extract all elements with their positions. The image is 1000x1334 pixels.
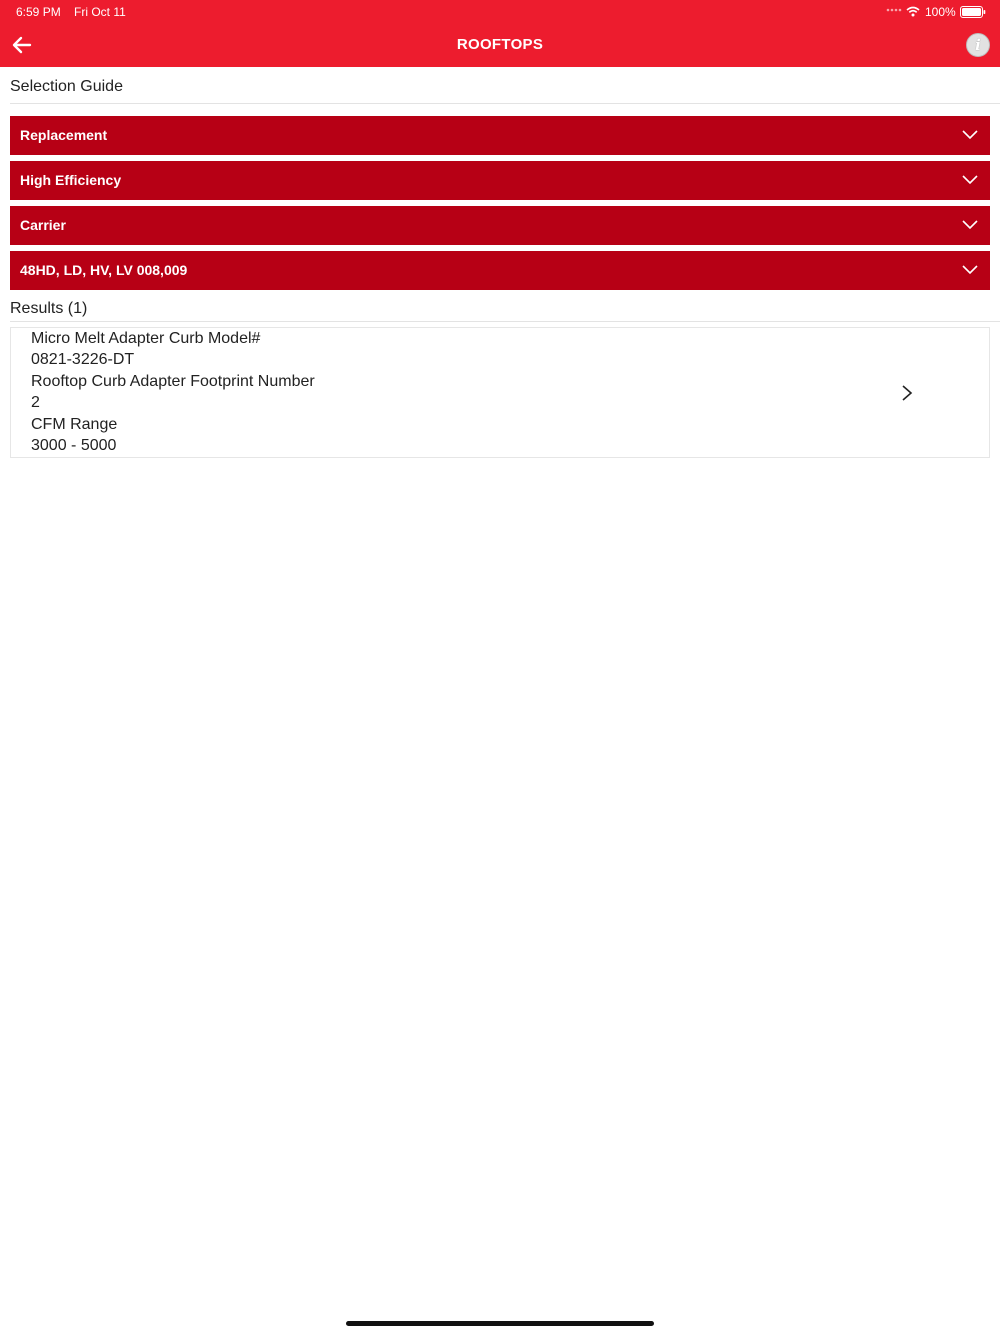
results-label: Results (1) [10,300,88,317]
accordion-model[interactable] [10,251,990,290]
accordion-label: 48HD, LD, HV, LV 008,009 [20,262,188,278]
battery-percentage: 100% [925,5,956,19]
model-value: 0821-3226-DT [31,351,135,368]
chevron-down-icon [962,173,978,187]
app-header [0,0,1000,67]
page-title: ROOFTOPS [456,36,544,53]
cfm-value: 3000 - 5000 [31,437,117,454]
info-button[interactable] [966,33,990,57]
selection-guide-label: Selection Guide [10,78,123,95]
info-icon: i [975,36,981,54]
footprint-label: Rooftop Curb Adapter Footprint Number [31,373,315,390]
status-date: Fri Oct 11 [74,5,126,19]
home-indicator[interactable] [346,1321,654,1326]
status-time: 6:59 PM [16,5,61,19]
result-item[interactable] [10,327,990,458]
accordion-high-efficiency[interactable] [10,161,990,200]
accordion-label: High Efficiency [20,172,122,188]
divider [10,103,1000,104]
status-bar [0,0,1000,22]
cfm-label: CFM Range [31,416,118,433]
chevron-down-icon [962,218,978,232]
chevron-down-icon [962,263,978,277]
accordion-label: Replacement [20,127,108,143]
divider [10,321,1000,322]
battery-icon [960,6,986,18]
wifi-icon [906,6,920,17]
model-label: Micro Melt Adapter Curb Model# [31,330,261,347]
accordion-label: Carrier [20,217,66,233]
chevron-down-icon [962,128,978,142]
chevron-right-icon [901,384,913,402]
accordion-carrier[interactable] [10,206,990,245]
accordion-replacement[interactable] [10,116,990,155]
footprint-value: 2 [31,394,40,411]
signal-dots-icon [886,8,902,12]
